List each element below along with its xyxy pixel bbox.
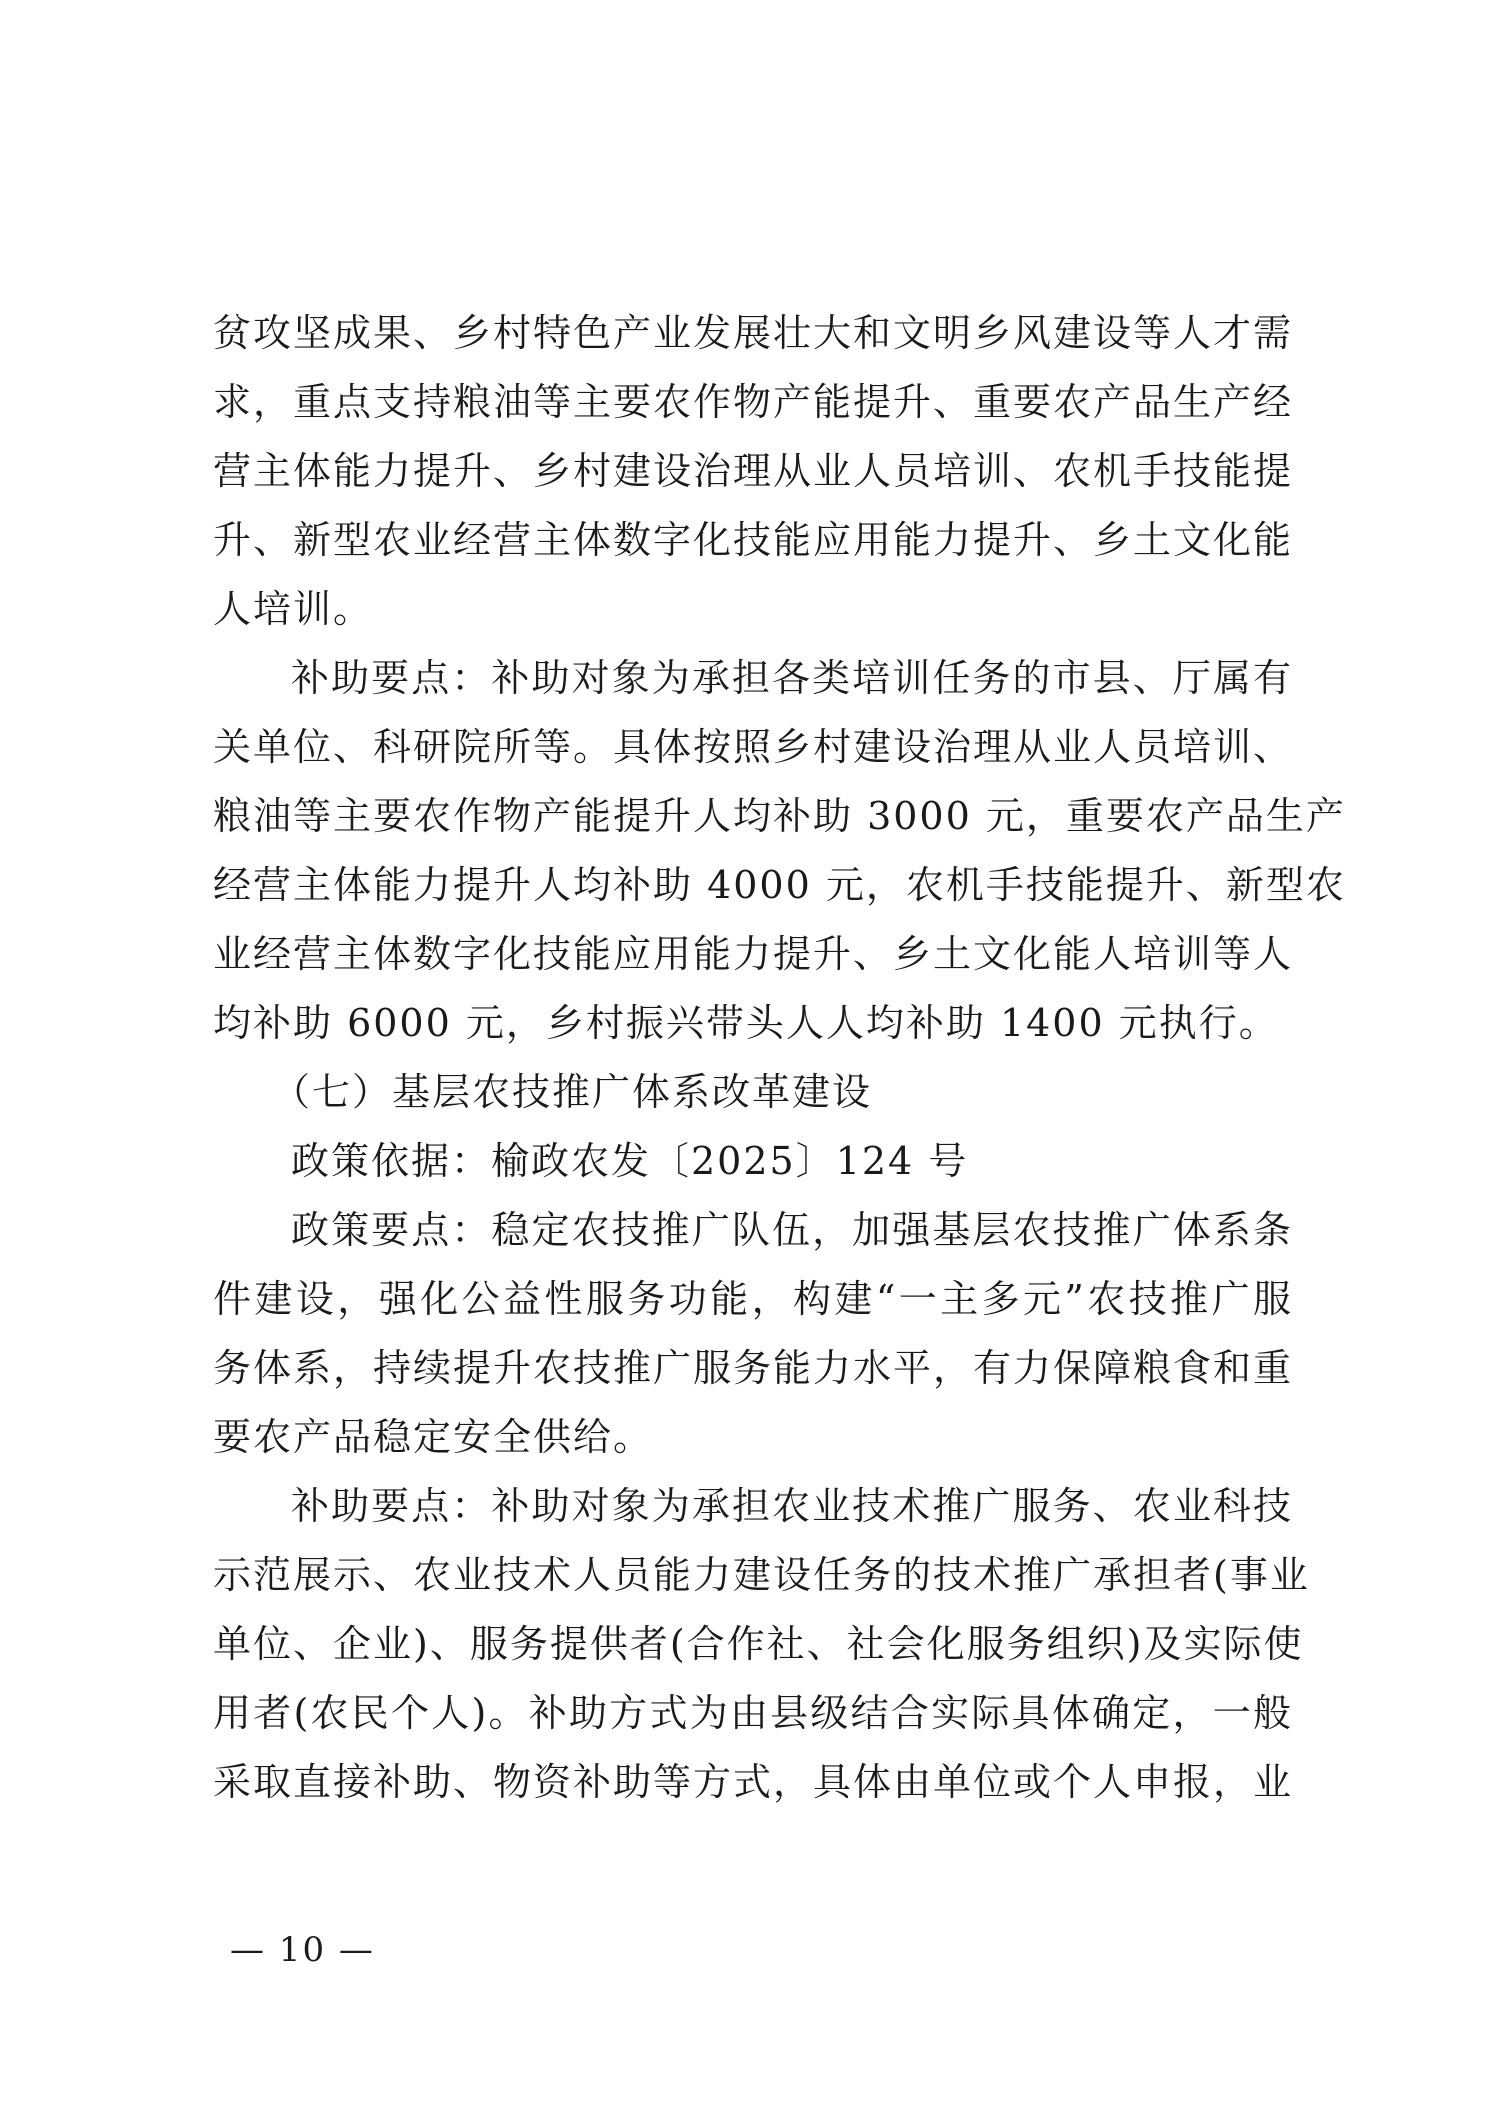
paragraph-line: 补助要点：补助对象为承担各类培训任务的市县、厅属有 [291, 656, 1293, 700]
paragraph-line: 用者(农民个人)。补助方式为由县级结合实际具体确定，一般 [213, 1691, 1293, 1735]
paragraph-line: 政策要点：稳定农技推广队伍，加强基层农技推广体系条 [291, 1208, 1293, 1252]
paragraph-line: 采取直接补助、物资补助等方式，具体由单位或个人申报，业 [213, 1760, 1294, 1804]
paragraph-line: 示范展示、农业技术人员能力建设任务的技术推广承担者(事业 [213, 1553, 1310, 1597]
paragraph-line: 补助要点：补助对象为承担农业技术推广服务、农业科技 [291, 1484, 1293, 1528]
paragraph-line: 经营主体能力提升人均补助 4000 元，农机手技能提升、新型农 [213, 863, 1346, 907]
paragraph-line: 要农产品稳定安全供给。 [213, 1415, 654, 1459]
paragraph-line: 升、新型农业经营主体数字化技能应用能力提升、乡土文化能 [213, 518, 1294, 562]
paragraph-line: 营主体能力提升、乡村建设治理从业人员培训、农机手技能提 [213, 449, 1294, 493]
paragraph-line: 人培训。 [213, 587, 374, 631]
paragraph-line: 政策依据：榆政农发〔2025〕124 号 [291, 1139, 969, 1183]
page-number: — 10 — [230, 1930, 375, 1970]
paragraph-line: 务体系，持续提升农技推广服务能力水平，有力保障粮食和重 [213, 1346, 1294, 1390]
paragraph-line: 贫攻坚成果、乡村特色产业发展壮大和文明乡风建设等人才需 [213, 311, 1294, 355]
paragraph-line: 业经营主体数字化技能应用能力提升、乡土文化能人培训等人 [213, 932, 1294, 976]
paragraph-line: 粮油等主要农作物产能提升人均补助 3000 元，重要农产品生产 [213, 794, 1346, 838]
paragraph-line: 均补助 6000 元，乡村振兴带头人人均补助 1400 元执行。 [213, 1001, 1279, 1045]
paragraph-line: 关单位、科研院所等。具体按照乡村建设治理从业人员培训、 [213, 725, 1294, 769]
section-heading: （七）基层农技推广体系改革建设 [272, 1070, 873, 1114]
paragraph-line: 单位、企业)、服务提供者(合作社、社会化服务组织)及实际使 [213, 1622, 1304, 1666]
paragraph-line: 求，重点支持粮油等主要农作物产能提升、重要农产品生产经 [213, 380, 1294, 424]
paragraph-line: 件建设，强化公益性服务功能，构建“一主多元”农技推广服 [213, 1277, 1293, 1321]
